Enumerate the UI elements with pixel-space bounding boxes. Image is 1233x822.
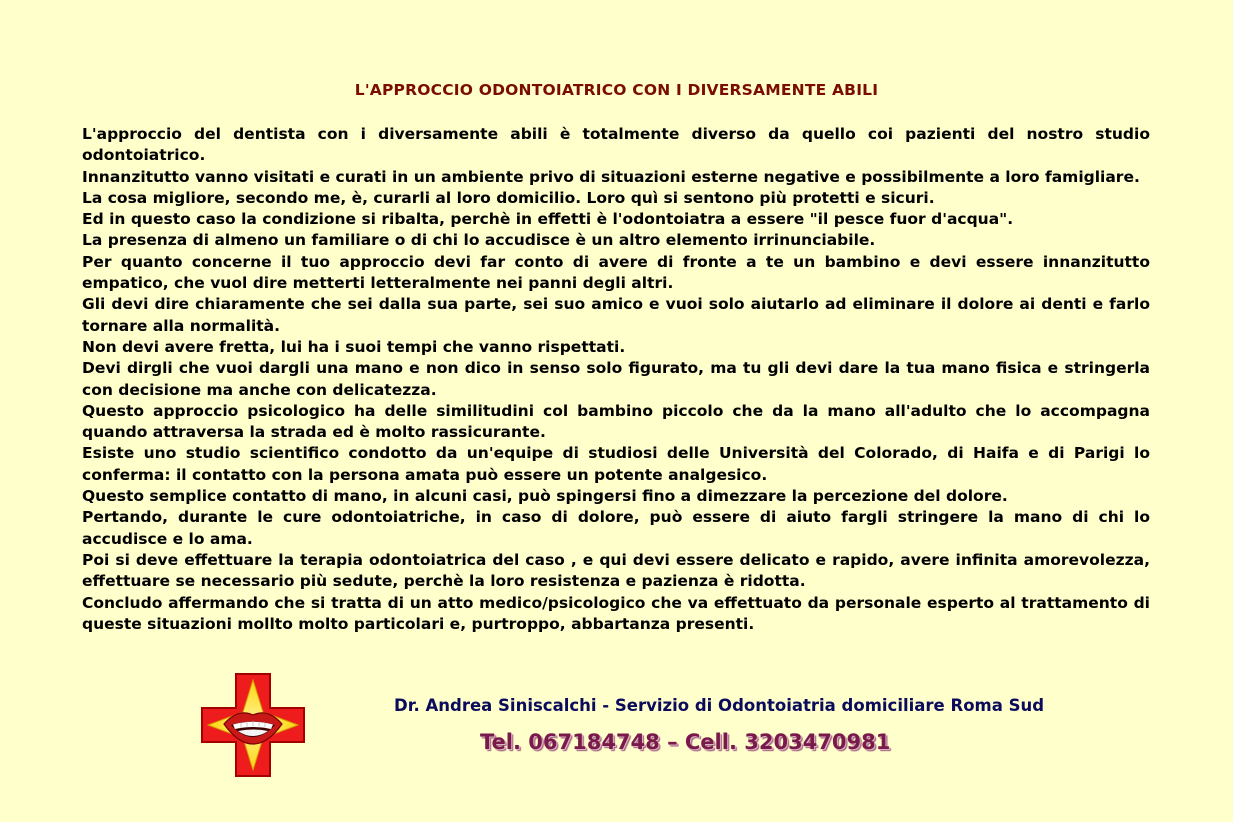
paragraph: Innanzitutto vanno visitati e curati in un ambiente privo di situazioni esterne negative e possibilmente a loro famigliare. [82,167,1140,186]
paragraph: L'approccio del dentista con i diversamente abili è totalmente diverso da quello coi pazienti del nostro studio odontoiatrico. [82,125,1150,165]
logo [200,672,306,778]
paragraph: Poi si deve effettuare la terapia odontoiatrica del caso , e qui devi essere delicato e rapido, avere infinita amorevolezza, effettuare se necessario più sedute, perchè la loro resistenza e pazienza è ridotta. [82,550,1150,591]
paragraph: Non devi avere fretta, lui ha i suoi tempi che vanno rispettati. [82,337,626,356]
paragraph: Devi dirgli che vuoi dargli una mano e non dico in senso solo figurato, ma tu gli devi dare la tua mano fisica e stringerla con decisione ma anche con delicatezza. [82,359,1150,399]
page-title: L'APPROCCIO ODONTOIATRICO CON I DIVERSAMENTE ABILI [354,81,879,99]
footer-doctor-name: Dr. Andrea Siniscalchi - Servizio di Odontoiatria domiciliare Roma Sud [394,696,1045,715]
paragraph: Concludo affermando che si tratta di un atto medico/psicologico che va effettuato da personale esperto al trattamento di queste situazioni mollto molto particolari e, purtroppo, abbartanza presenti. [82,593,1150,633]
article-body [82,124,1150,635]
footer-phone-numbers: Tel. 067184748 – Cell. 3203470981 [480,730,891,754]
paragraph: Per quanto concerne il tuo approccio devi far conto di avere di fronte a te un bambino e devi essere innanzitutto empatico, che vuol dire metterti letteralmente nei panni degli altri. [82,252,1150,293]
paragraph: Questo semplice contatto di mano, in alcuni casi, può spingersi fino a dimezzare la percezione del dolore. [82,487,1008,506]
paragraph: Pertando, durante le cure odontoiatriche, in caso di dolore, può essere di aiuto fargli stringere la mano di chi lo accudisce e lo ama. [82,508,1150,548]
paragraph: Questo approccio psicologico ha delle similitudini col bambino piccolo che da la mano all'adulto che lo accompagna quando attraversa la strada ed è molto rassicurante. [82,401,1150,442]
paragraph: Gli devi dire chiaramente che sei dalla sua parte, sei suo amico e vuoi solo aiutarlo ad eliminare il dolore ai denti e farlo tornare alla normalità. [82,295,1150,335]
paragraph: La cosa migliore, secondo me, è, curarli al loro domicilio. Loro quì si sentono più protetti e sicuri. [82,188,935,207]
paragraph: Esiste uno studio scientifico condotto da un'equipe di studiosi delle Università del Colorado, di Haifa e di Parigi lo conferma: il contatto con la persona amata può essere un potente analgesico. [82,444,1150,484]
paragraph: La presenza di almeno un familiare o di chi lo accudisce è un altro elemento irrinunciabile. [82,231,876,250]
red-cross-smile-icon [200,672,306,778]
paragraph: Ed in questo caso la condizione si ribalta, perchè in effetti è l'odontoiatra a essere "il pesce fuor d'acqua". [82,210,1014,229]
